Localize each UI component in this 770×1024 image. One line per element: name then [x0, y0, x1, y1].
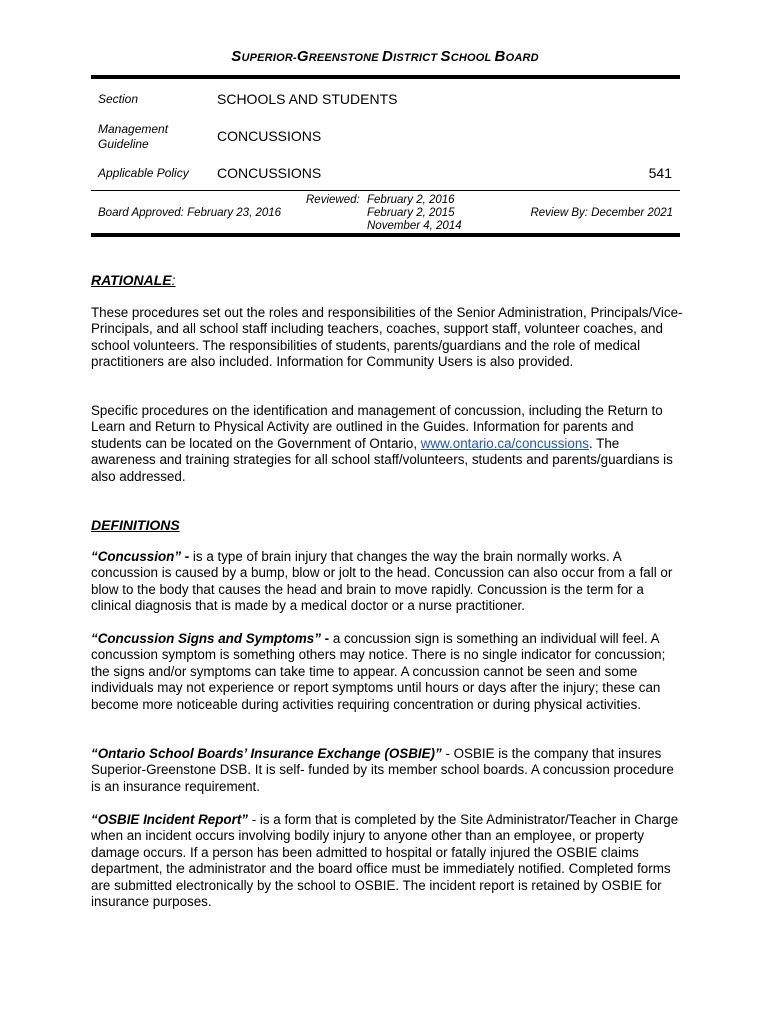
guideline-value: CONCUSSIONS — [217, 128, 322, 144]
policy-label: Applicable Policy — [98, 166, 189, 180]
guideline-label-line1: Management — [98, 122, 169, 136]
definition-term: “Concussion Signs and Symptoms” - — [91, 631, 330, 646]
guideline-label-line2: Guideline — [98, 137, 149, 151]
definition-osbie: “Ontario School Boards’ Insurance Exchange (OSBIE)” - OSBIE is the company that insures Superior-Greenstone DSB. It is self- funded by its member school boards. A concussion procedure is an insurance requirement. — [91, 746, 674, 794]
section-value: SCHOOLS AND STUDENTS — [217, 91, 398, 107]
header-bottom-rule — [91, 233, 680, 237]
definition-term: “OSBIE Incident Report” — [91, 812, 248, 827]
review-by-date: Review By: December 2021 — [530, 207, 673, 219]
definition-concussion: “Concussion” - is a type of brain injury that changes the way the brain normally works. A concussion is caused by a bump, blow or jolt to the head. Concussion can also occur from a fall or blow to the body that causes the head and brain to move rapidly. Concussion is the term for a clinical diagnosis that is made by a medical doctor or a nurse practitioner. — [91, 549, 673, 614]
definition-term: “Ontario School Boards’ Insurance Exchange (OSBIE)” — [91, 746, 442, 761]
definitions-heading: DEFINITIONS — [91, 517, 180, 533]
policy-number: 541 — [648, 165, 672, 181]
reviewed-label: Reviewed: — [306, 194, 360, 206]
board-approved-date: Board Approved: February 23, 2016 — [98, 207, 282, 219]
reviewed-date-2: February 2, 2015 — [367, 207, 455, 219]
reviewed-date-3: November 4, 2014 — [367, 220, 462, 232]
header-top-rule — [91, 75, 680, 79]
definition-signs-symptoms: “Concussion Signs and Symptoms” - a concussion sign is something an individual will feel. A concussion symptom is something others may notice. There is no single indicator for concussion; the signs and/or symptoms can take time to appear. A concussion cannot be seen and some individuals may not experience or report symptoms until hours or days after the injury; these can become more noticeable during activities requiring concentration or during physical activities. — [91, 631, 666, 712]
reviewed-date-1: February 2, 2016 — [367, 194, 455, 206]
section-label: Section — [98, 92, 139, 106]
definition-term: “Concussion” - — [91, 549, 190, 564]
ontario-concussions-link[interactable]: www.ontario.ca/concussions — [420, 435, 589, 451]
rationale-paragraph-1: These procedures set out the roles and responsibilities of the Senior Administration, Principals/Vice-Principals, and all school staff including teachers, coaches, support staff, volunteer coaches, and school volunteers. The responsibilities of students, parents/guardians and the role of medical practitioners are also included. Information for Community Users is also provided. — [91, 305, 683, 370]
board-title: SUPERIOR-GREENSTONE DISTRICT SCHOOL BOARD — [231, 48, 539, 65]
rationale-heading: RATIONALE: — [91, 272, 176, 288]
definition-osbie-incident-report: “OSBIE Incident Report” - is a form that is completed by the Site Administrator/Teacher in Charge when an incident occurs involving bodily injury to anyone other than an employee, or property damage occurs. If a person has been admitted to hospital or fatally injured the OSBIE claims department, the administrator and the board office must be immediately notified. Completed forms are submitted electronically by the school to OSBIE. The incident report is retained by OSBIE for insurance purposes. — [91, 812, 679, 910]
policy-value: CONCUSSIONS — [217, 165, 322, 181]
header-mid-rule — [91, 190, 680, 191]
rationale-paragraph-2: Specific procedures on the identification and management of concussion, including the Return to Learn and Return to Physical Activity are outlined in the Guides. Information for parents and students can be located on the Government of Ontario, www.ontario.ca/concussions. The awareness and training strategies for all school staff/volunteers, students and parents/guardians is also addressed. — [91, 403, 673, 484]
